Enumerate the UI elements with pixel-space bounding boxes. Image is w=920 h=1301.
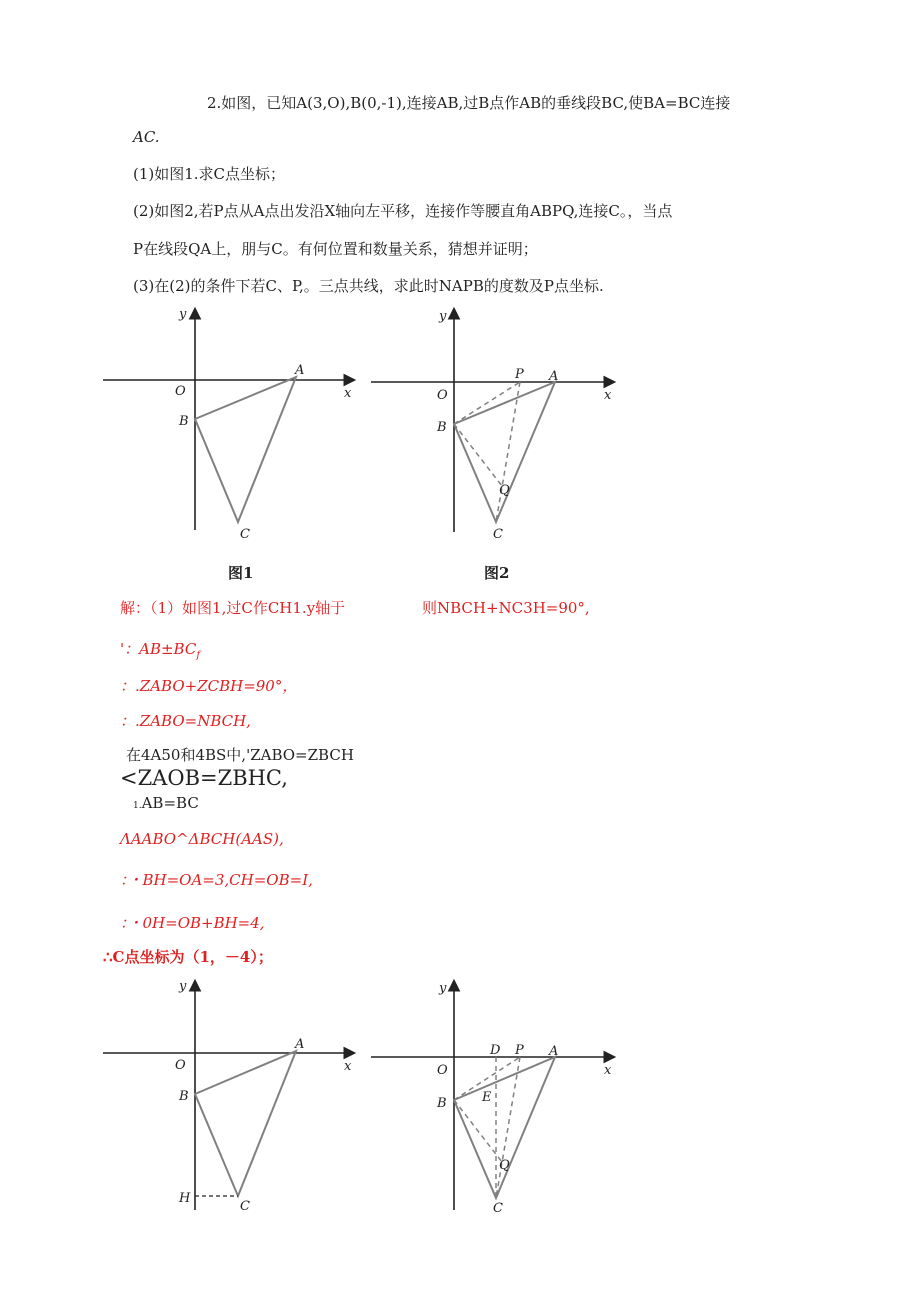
segment-bq: [454, 424, 502, 486]
label-p: P: [515, 367, 524, 382]
label-origin: O: [175, 384, 186, 399]
label-a: A: [549, 1044, 559, 1059]
label-a: A: [295, 1037, 305, 1052]
solution-line-9: ：・BH=OA=3,CH=OB=I,: [120, 871, 313, 889]
problem-title-cont: AC.: [133, 128, 160, 146]
caption-figure-1: 图1: [228, 564, 254, 582]
label-origin: O: [437, 388, 448, 403]
solution-line-2: '：$AB\pm BC_f$: [120, 640, 201, 661]
label-origin: O: [437, 1063, 448, 1078]
label-c: C: [240, 527, 250, 542]
solution-line-1-left: 解：（1）如图1,过C作CH1.y轴于: [120, 599, 346, 617]
label-e: E: [482, 1090, 492, 1105]
label-q: Q: [499, 483, 510, 498]
label-x: x: [604, 1063, 612, 1078]
question-1: (1)如图1.求C点坐标；: [133, 165, 286, 183]
label-y: y: [179, 307, 187, 322]
segment-bq: [454, 1100, 502, 1162]
triangle-abc: [195, 1051, 296, 1196]
solution-line-3: ：.ZABO+ZCBH=90°，: [120, 677, 298, 695]
question-3: (3)在(2)的条件下若C、P,。三点共线，求此时NAPB的度数及P点坐标.: [133, 277, 604, 295]
label-y: y: [439, 981, 447, 996]
figure-3: [95, 970, 375, 1220]
label-c: C: [493, 527, 503, 542]
figure-2: [365, 300, 635, 550]
label-b: B: [437, 1096, 447, 1111]
label-y: y: [179, 979, 187, 994]
solution-line-7: 1.AB=BC: [133, 794, 199, 812]
label-d: D: [490, 1043, 501, 1058]
label-b: B: [437, 420, 447, 435]
label-x: x: [344, 386, 352, 401]
label-c: C: [493, 1201, 503, 1216]
label-b: B: [179, 414, 189, 429]
figure-1: [95, 300, 375, 550]
solution-line-4: ：.ZABO=NBCH,: [120, 712, 251, 730]
label-c: C: [240, 1199, 250, 1214]
segment-bp: [454, 382, 520, 424]
label-p: P: [515, 1043, 524, 1058]
solution-line-11: ∴C点坐标为（1，－4）；: [103, 948, 273, 966]
label-q: Q: [499, 1158, 510, 1173]
triangle-abc: [195, 377, 296, 522]
solution-line-6: <ZAOB=ZBHC,: [120, 766, 288, 790]
label-x: x: [604, 388, 612, 403]
label-a: A: [295, 363, 305, 378]
label-h: H: [179, 1191, 191, 1206]
label-b: B: [179, 1089, 189, 1104]
label-origin: O: [175, 1058, 186, 1073]
problem-title-line: 2.如图，已知A(3,O),B(0,-1),连接AB,过B点作AB的垂线段BC,使BA=BC连接: [207, 94, 731, 112]
caption-figure-2: 图2: [484, 564, 510, 582]
figure-4: [365, 970, 635, 1220]
question-2-line-1: (2)如图2,若P点从A点出发沿X轴向左平移，连接作等腰直角ABPQ,连接C。，当点: [133, 202, 673, 220]
triangle-abc: [454, 382, 555, 522]
question-2-line-2: P在线段QA上，朋与C。有何位置和数量关系，猜想并证明；: [133, 240, 538, 258]
segment-pq: [496, 1057, 520, 1198]
label-x: x: [344, 1059, 352, 1074]
solution-line-8: ΛAABO^ΔBCH(AAS),: [120, 830, 284, 848]
solution-line-5: 在4A50和4BS中,'ZABO=ZBCH: [126, 746, 354, 764]
label-a: A: [549, 369, 559, 384]
solution-line-10: ：・0H=OB+BH=4,: [120, 914, 265, 932]
label-y: y: [439, 309, 447, 324]
triangle-abc: [454, 1057, 555, 1198]
segment-pq: [496, 382, 520, 522]
solution-line-1-right: 则NBCH+NC3H=90°,: [422, 599, 590, 617]
